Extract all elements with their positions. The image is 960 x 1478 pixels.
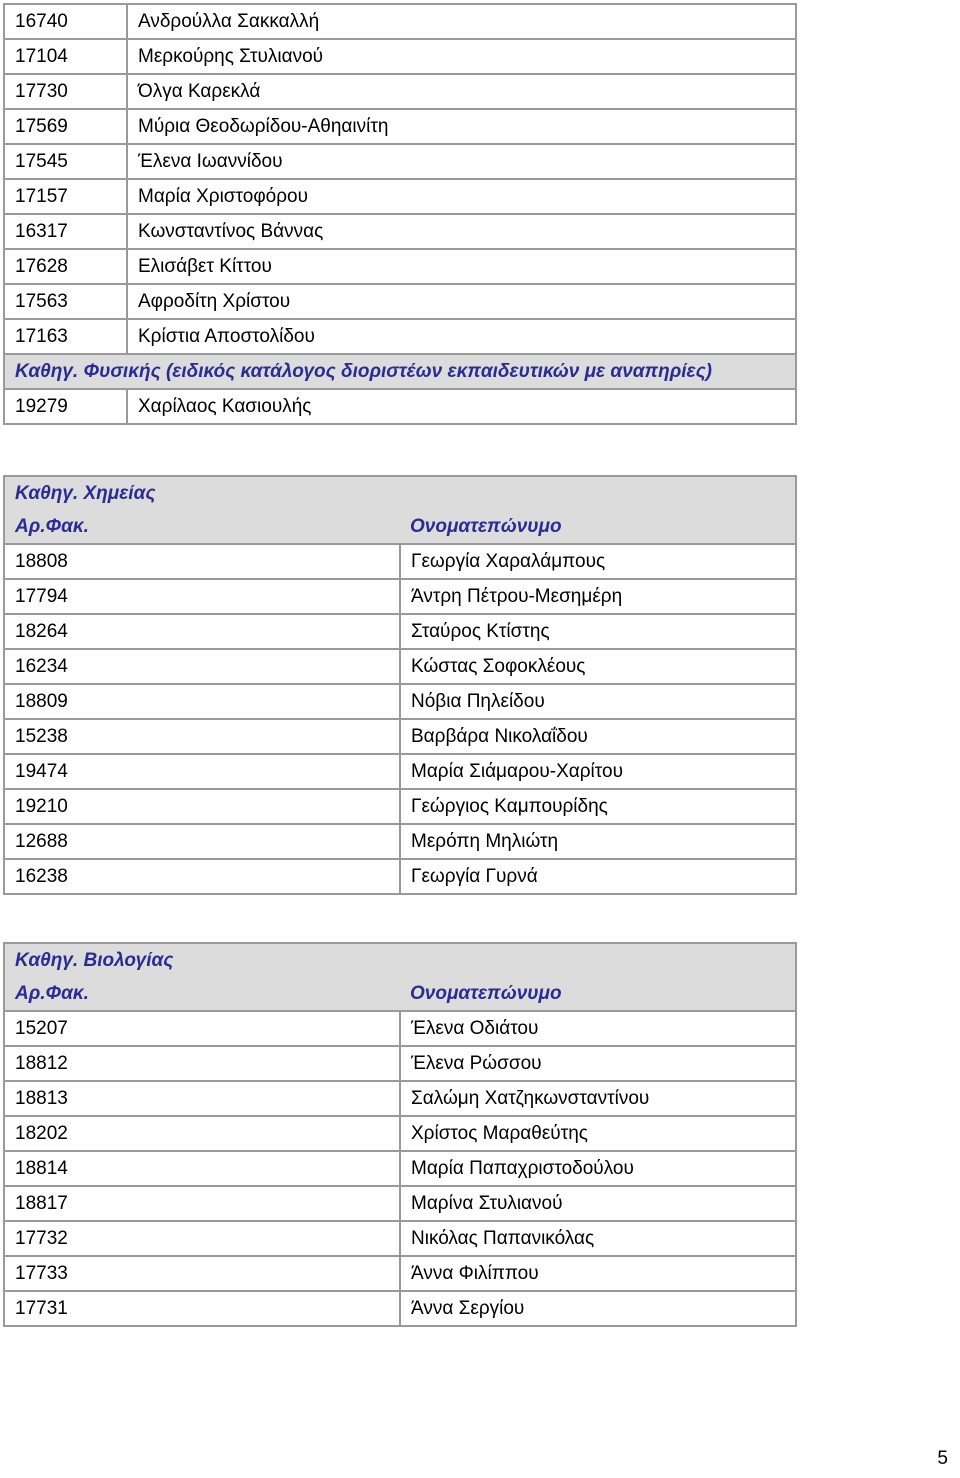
file-number-cell: 17731 <box>4 1291 400 1326</box>
section-title: Καθηγ. Φυσικής (ειδικός κατάλογος διοριστέων εκπαιδευτικών με αναπηρίες) <box>4 354 796 389</box>
full-name-cell: Γεωργία Χαραλάμπους <box>400 544 796 579</box>
file-number-cell: 17163 <box>4 319 127 354</box>
full-name-cell: Μύρια Θεοδωρίδου-Αθηαινίτη <box>127 109 796 144</box>
file-number-cell: 19279 <box>4 389 127 424</box>
full-name-cell: Ελισάβετ Κίττου <box>127 249 796 284</box>
full-name-cell: Άννα Σεργίου <box>400 1291 796 1326</box>
file-number-cell: 18809 <box>4 684 400 719</box>
file-number-cell: 16740 <box>4 4 127 39</box>
file-number-cell: 16238 <box>4 859 400 894</box>
file-number-cell: 17563 <box>4 284 127 319</box>
table-row <box>4 649 796 684</box>
full-name-cell: Σαλώμη Χατζηκωνσταντίνου <box>400 1081 796 1116</box>
table-row <box>4 389 796 424</box>
full-name-cell: Άννα Φιλίππου <box>400 1256 796 1291</box>
table-row <box>4 144 796 179</box>
full-name-cell: Μερόπη Μηλιώτη <box>400 824 796 859</box>
full-name-cell: Μαρίνα Στυλιανού <box>400 1186 796 1221</box>
file-number-cell: 18814 <box>4 1151 400 1186</box>
table-row <box>4 1256 796 1291</box>
section-header-chemistry <box>4 476 796 510</box>
full-name-cell: Χρίστος Μαραθεύτης <box>400 1116 796 1151</box>
full-name-cell: Μαρία Παπαχριστοδούλου <box>400 1151 796 1186</box>
table-row <box>4 4 796 39</box>
table-row <box>4 214 796 249</box>
file-number-cell: 19474 <box>4 754 400 789</box>
full-name-cell: Μερκούρης Στυλιανού <box>127 39 796 74</box>
page-number: 5 <box>937 1448 948 1469</box>
file-number-cell: 17628 <box>4 249 127 284</box>
file-number-cell: 17104 <box>4 39 127 74</box>
file-number-cell: 16234 <box>4 649 400 684</box>
file-number-cell: 17545 <box>4 144 127 179</box>
file-number-cell: 18817 <box>4 1186 400 1221</box>
column-header-row <box>4 510 796 544</box>
table-row <box>4 614 796 649</box>
full-name-cell: Κωνσταντίνος Βάννας <box>127 214 796 249</box>
table-row <box>4 109 796 144</box>
file-number-cell: 12688 <box>4 824 400 859</box>
full-name-cell: Έλενα Ιωαννίδου <box>127 144 796 179</box>
full-name-cell: Γεώργιος Καμπουρίδης <box>400 789 796 824</box>
full-name-cell: Έλενα Ρώσσου <box>400 1046 796 1081</box>
file-number-cell: 17733 <box>4 1256 400 1291</box>
full-name-cell: Χαρίλαος Κασιουλής <box>127 389 796 424</box>
table-row <box>4 319 796 354</box>
full-name-cell: Κώστας Σοφοκλέους <box>400 649 796 684</box>
full-name-cell: Νόβια Πηλείδου <box>400 684 796 719</box>
table-row <box>4 1011 796 1046</box>
file-number-cell: 16317 <box>4 214 127 249</box>
table-row <box>4 789 796 824</box>
table-row <box>4 544 796 579</box>
table-row <box>4 684 796 719</box>
table-chemistry <box>3 475 797 895</box>
full-name-cell: Άντρη Πέτρου-Μεσημέρη <box>400 579 796 614</box>
file-number-cell: 15207 <box>4 1011 400 1046</box>
table-row <box>4 1291 796 1326</box>
table-physics-continued <box>3 3 797 425</box>
full-name-cell: Έλενα Οδιάτου <box>400 1011 796 1046</box>
column-header-row <box>4 977 796 1011</box>
section-header-biology <box>4 943 796 977</box>
file-number-cell: 19210 <box>4 789 400 824</box>
table-row <box>4 1116 796 1151</box>
full-name-cell: Νικόλας Παπανικόλας <box>400 1221 796 1256</box>
file-number-cell: 18813 <box>4 1081 400 1116</box>
file-number-cell: 15238 <box>4 719 400 754</box>
table-row <box>4 719 796 754</box>
column-header-file-number: Αρ.Φακ. <box>4 977 400 1011</box>
file-number-cell: 17732 <box>4 1221 400 1256</box>
table-row <box>4 74 796 109</box>
file-number-cell: 17730 <box>4 74 127 109</box>
table-row <box>4 1151 796 1186</box>
file-number-cell: 18812 <box>4 1046 400 1081</box>
table-row <box>4 824 796 859</box>
table-row <box>4 859 796 894</box>
file-number-cell: 17794 <box>4 579 400 614</box>
full-name-cell: Αφροδίτη Χρίστου <box>127 284 796 319</box>
table-row <box>4 39 796 74</box>
section-header-physics-special <box>4 354 796 389</box>
file-number-cell: 18264 <box>4 614 400 649</box>
table-row <box>4 1081 796 1116</box>
file-number-cell: 17569 <box>4 109 127 144</box>
full-name-cell: Όλγα Καρεκλά <box>127 74 796 109</box>
column-header-full-name: Ονοματεπώνυμο <box>400 977 796 1011</box>
table-row <box>4 249 796 284</box>
table-biology <box>3 942 797 1327</box>
full-name-cell: Μαρία Σιάμαρου-Χαρίτου <box>400 754 796 789</box>
full-name-cell: Μαρία Χριστοφόρου <box>127 179 796 214</box>
full-name-cell: Κρίστια Αποστολίδου <box>127 319 796 354</box>
column-header-file-number: Αρ.Φακ. <box>4 510 400 544</box>
full-name-cell: Ανδρούλλα Σακκαλλή <box>127 4 796 39</box>
table-row <box>4 579 796 614</box>
full-name-cell: Γεωργία Γυρνά <box>400 859 796 894</box>
table-row <box>4 754 796 789</box>
file-number-cell: 18808 <box>4 544 400 579</box>
table-row <box>4 284 796 319</box>
table-row <box>4 179 796 214</box>
full-name-cell: Σταύρος Κτίστης <box>400 614 796 649</box>
full-name-cell: Βαρβάρα Νικολαΐδου <box>400 719 796 754</box>
table-row <box>4 1221 796 1256</box>
column-header-full-name: Ονοματεπώνυμο <box>400 510 796 544</box>
section-title: Καθηγ. Χημείας <box>4 476 796 510</box>
file-number-cell: 17157 <box>4 179 127 214</box>
table-row <box>4 1186 796 1221</box>
table-row <box>4 1046 796 1081</box>
file-number-cell: 18202 <box>4 1116 400 1151</box>
section-title: Καθηγ. Βιολογίας <box>4 943 796 977</box>
